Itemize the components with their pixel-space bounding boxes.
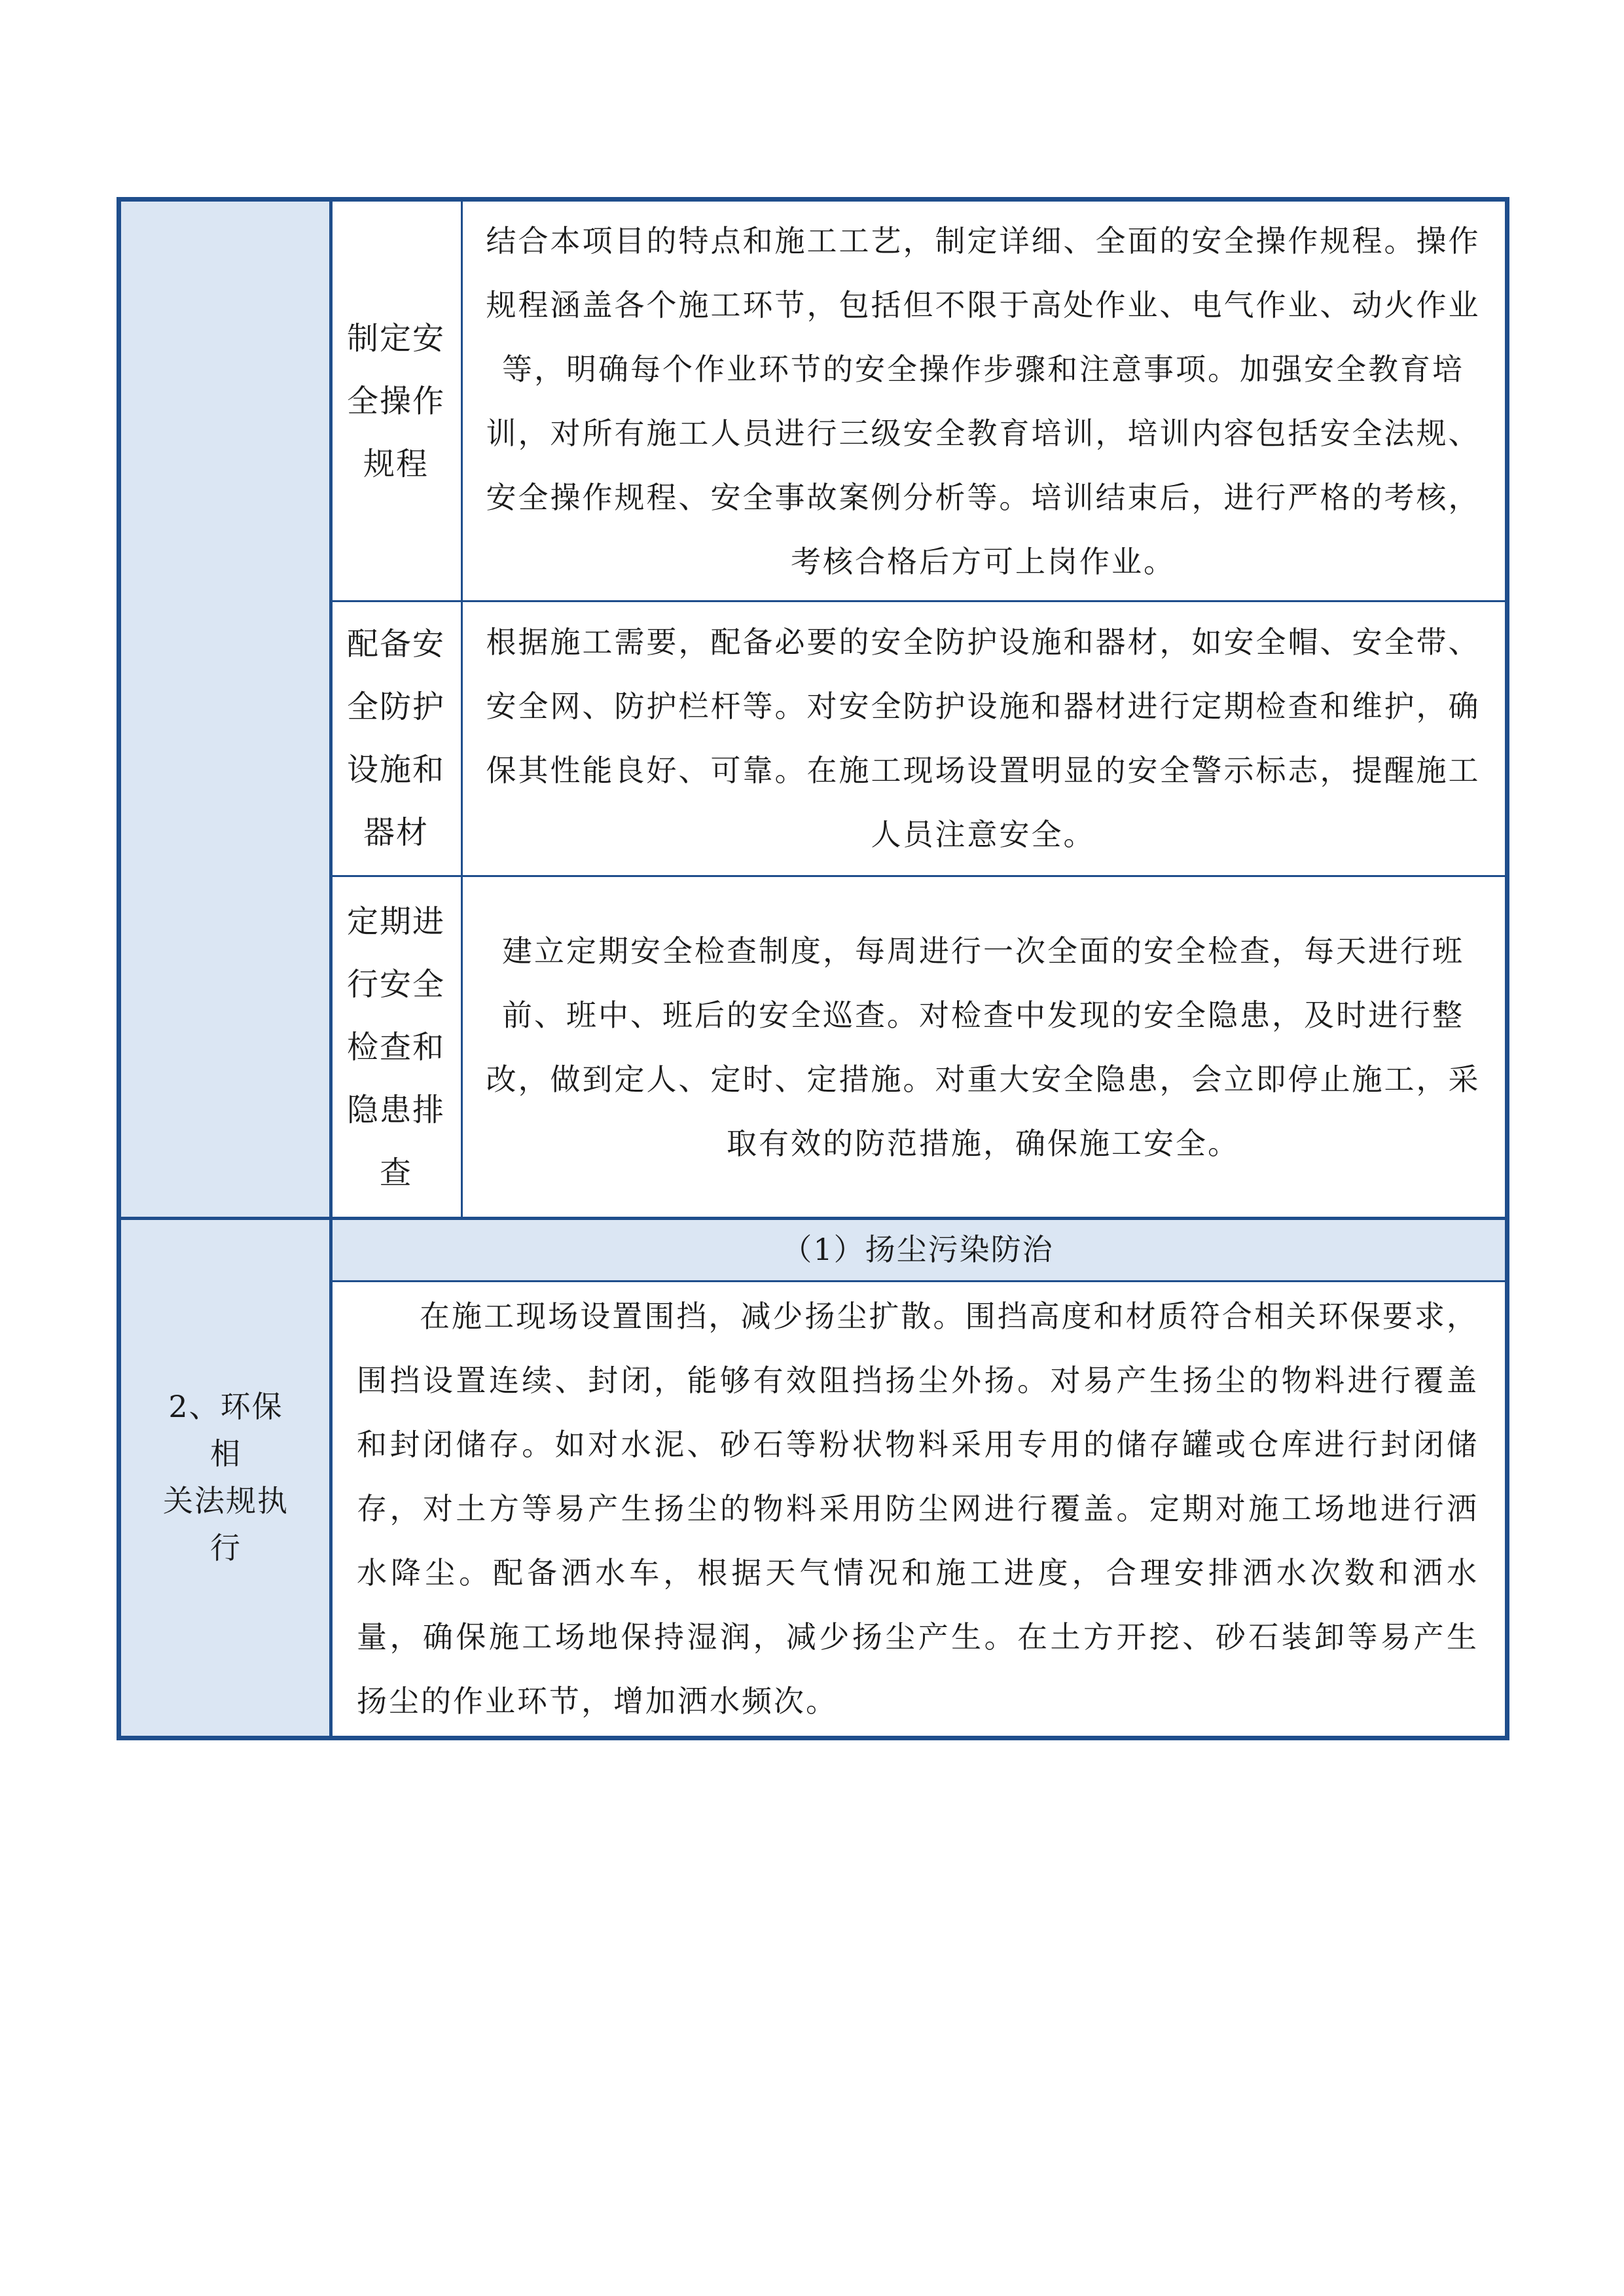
row1-label-line1: 制定安 [346, 320, 445, 357]
row3-label-line3: 检查和 [346, 1028, 445, 1066]
row1-label [340, 307, 452, 495]
section2-content-cell [331, 1281, 1505, 1736]
row1-label-line3: 规程 [363, 446, 429, 482]
row2-label-line1: 配备安 [346, 626, 445, 662]
section2-side-label [160, 1383, 291, 1571]
section2-content: 在施工现场设置围挡，减少扬尘扩散。围挡高度和材质符合相关环保要求，围挡设置连续、封闭，能够有效阻挡扬尘外扬。对易产生扬尘的物料进行覆盖和封闭储存。如对水泥、砂石等粉状物料采用专用的储存罐或仓库进行封闭储存，对土方等易产生扬尘的物料采用防尘网进行覆盖。定期对施工场地进行洒水降尘。配备洒水车，根据天气情况和施工进度，合理安排洒水次数和洒水量，确保施工场地保持湿润，减少扬尘产生。在土方开挖、砂石装卸等易产生扬尘的作业环节，增加洒水频次。 [357, 1298, 1479, 1719]
divider-v-label [461, 202, 463, 1218]
row3-label-line1: 定期进 [346, 903, 445, 940]
row2-content-cell [461, 601, 1505, 876]
row3-label [340, 890, 452, 1204]
section2-subheading: （1）扬尘污染防治 [782, 1232, 1054, 1267]
section2-subheading-cell [331, 1218, 1505, 1281]
row2-content: 根据施工需要，配备必要的安全防护设施和器材，如安全帽、安全带、安全网、防护栏杆等。对安全防护设施和器材进行定期检查和维护，确保其性能良好、可靠。在施工现场设置明显的安全警示标志，提醒施工人员注意安全。 [486, 624, 1481, 852]
row3-label-line4: 隐患排 [346, 1091, 445, 1128]
section2-side-line1: 2、环保相 [168, 1388, 283, 1471]
section2-side-cell [121, 1218, 331, 1736]
divider-h-section [121, 1217, 1505, 1220]
row1-label-cell [331, 202, 461, 601]
section2-side-line2: 关法规执 [163, 1482, 289, 1518]
divider-v-main [329, 202, 333, 1736]
section1-side-cell [121, 202, 331, 1218]
safety-measures-table [117, 197, 1509, 1740]
row3-label-line5: 查 [379, 1154, 412, 1191]
row2-label-line4: 器材 [363, 814, 429, 851]
row1-label-line2: 全操作 [346, 383, 445, 420]
row2-label [340, 613, 452, 864]
row1-content-cell [461, 202, 1505, 601]
row2-label-line3: 设施和 [346, 751, 445, 788]
row2-label-cell [331, 601, 461, 876]
row3-content-cell [461, 876, 1505, 1218]
section2-side-line3: 行 [210, 1530, 242, 1566]
row2-label-line2: 全防护 [346, 689, 445, 725]
row3-label-line2: 行安全 [346, 965, 445, 1003]
divider-h-row2 [331, 875, 1505, 877]
row3-content: 建立定期安全检查制度，每周进行一次全面的安全检查，每天进行班前、班中、班后的安全巡查。对检查中发现的安全隐患，及时进行整改，做到定人、定时、定措施。对重大安全隐患，会立即停止施工，采取有效的防范措施，确保施工安全。 [486, 933, 1481, 1161]
row1-content: 结合本项目的特点和施工工艺，制定详细、全面的安全操作规程。操作规程涵盖各个施工环节，包括但不限于高处作业、电气作业、动火作业等，明确每个作业环节的安全操作步骤和注意事项。加强安全教育培训，对所有施工人员进行三级安全教育培训，培训内容包括安全法规、安全操作规程、安全事故案例分析等。培训结束后，进行严格的考核，考核合格后方可上岗作业。 [486, 223, 1481, 579]
row3-label-cell [331, 876, 461, 1218]
divider-h-subheading [331, 1280, 1505, 1282]
divider-h-row1 [331, 600, 1505, 602]
